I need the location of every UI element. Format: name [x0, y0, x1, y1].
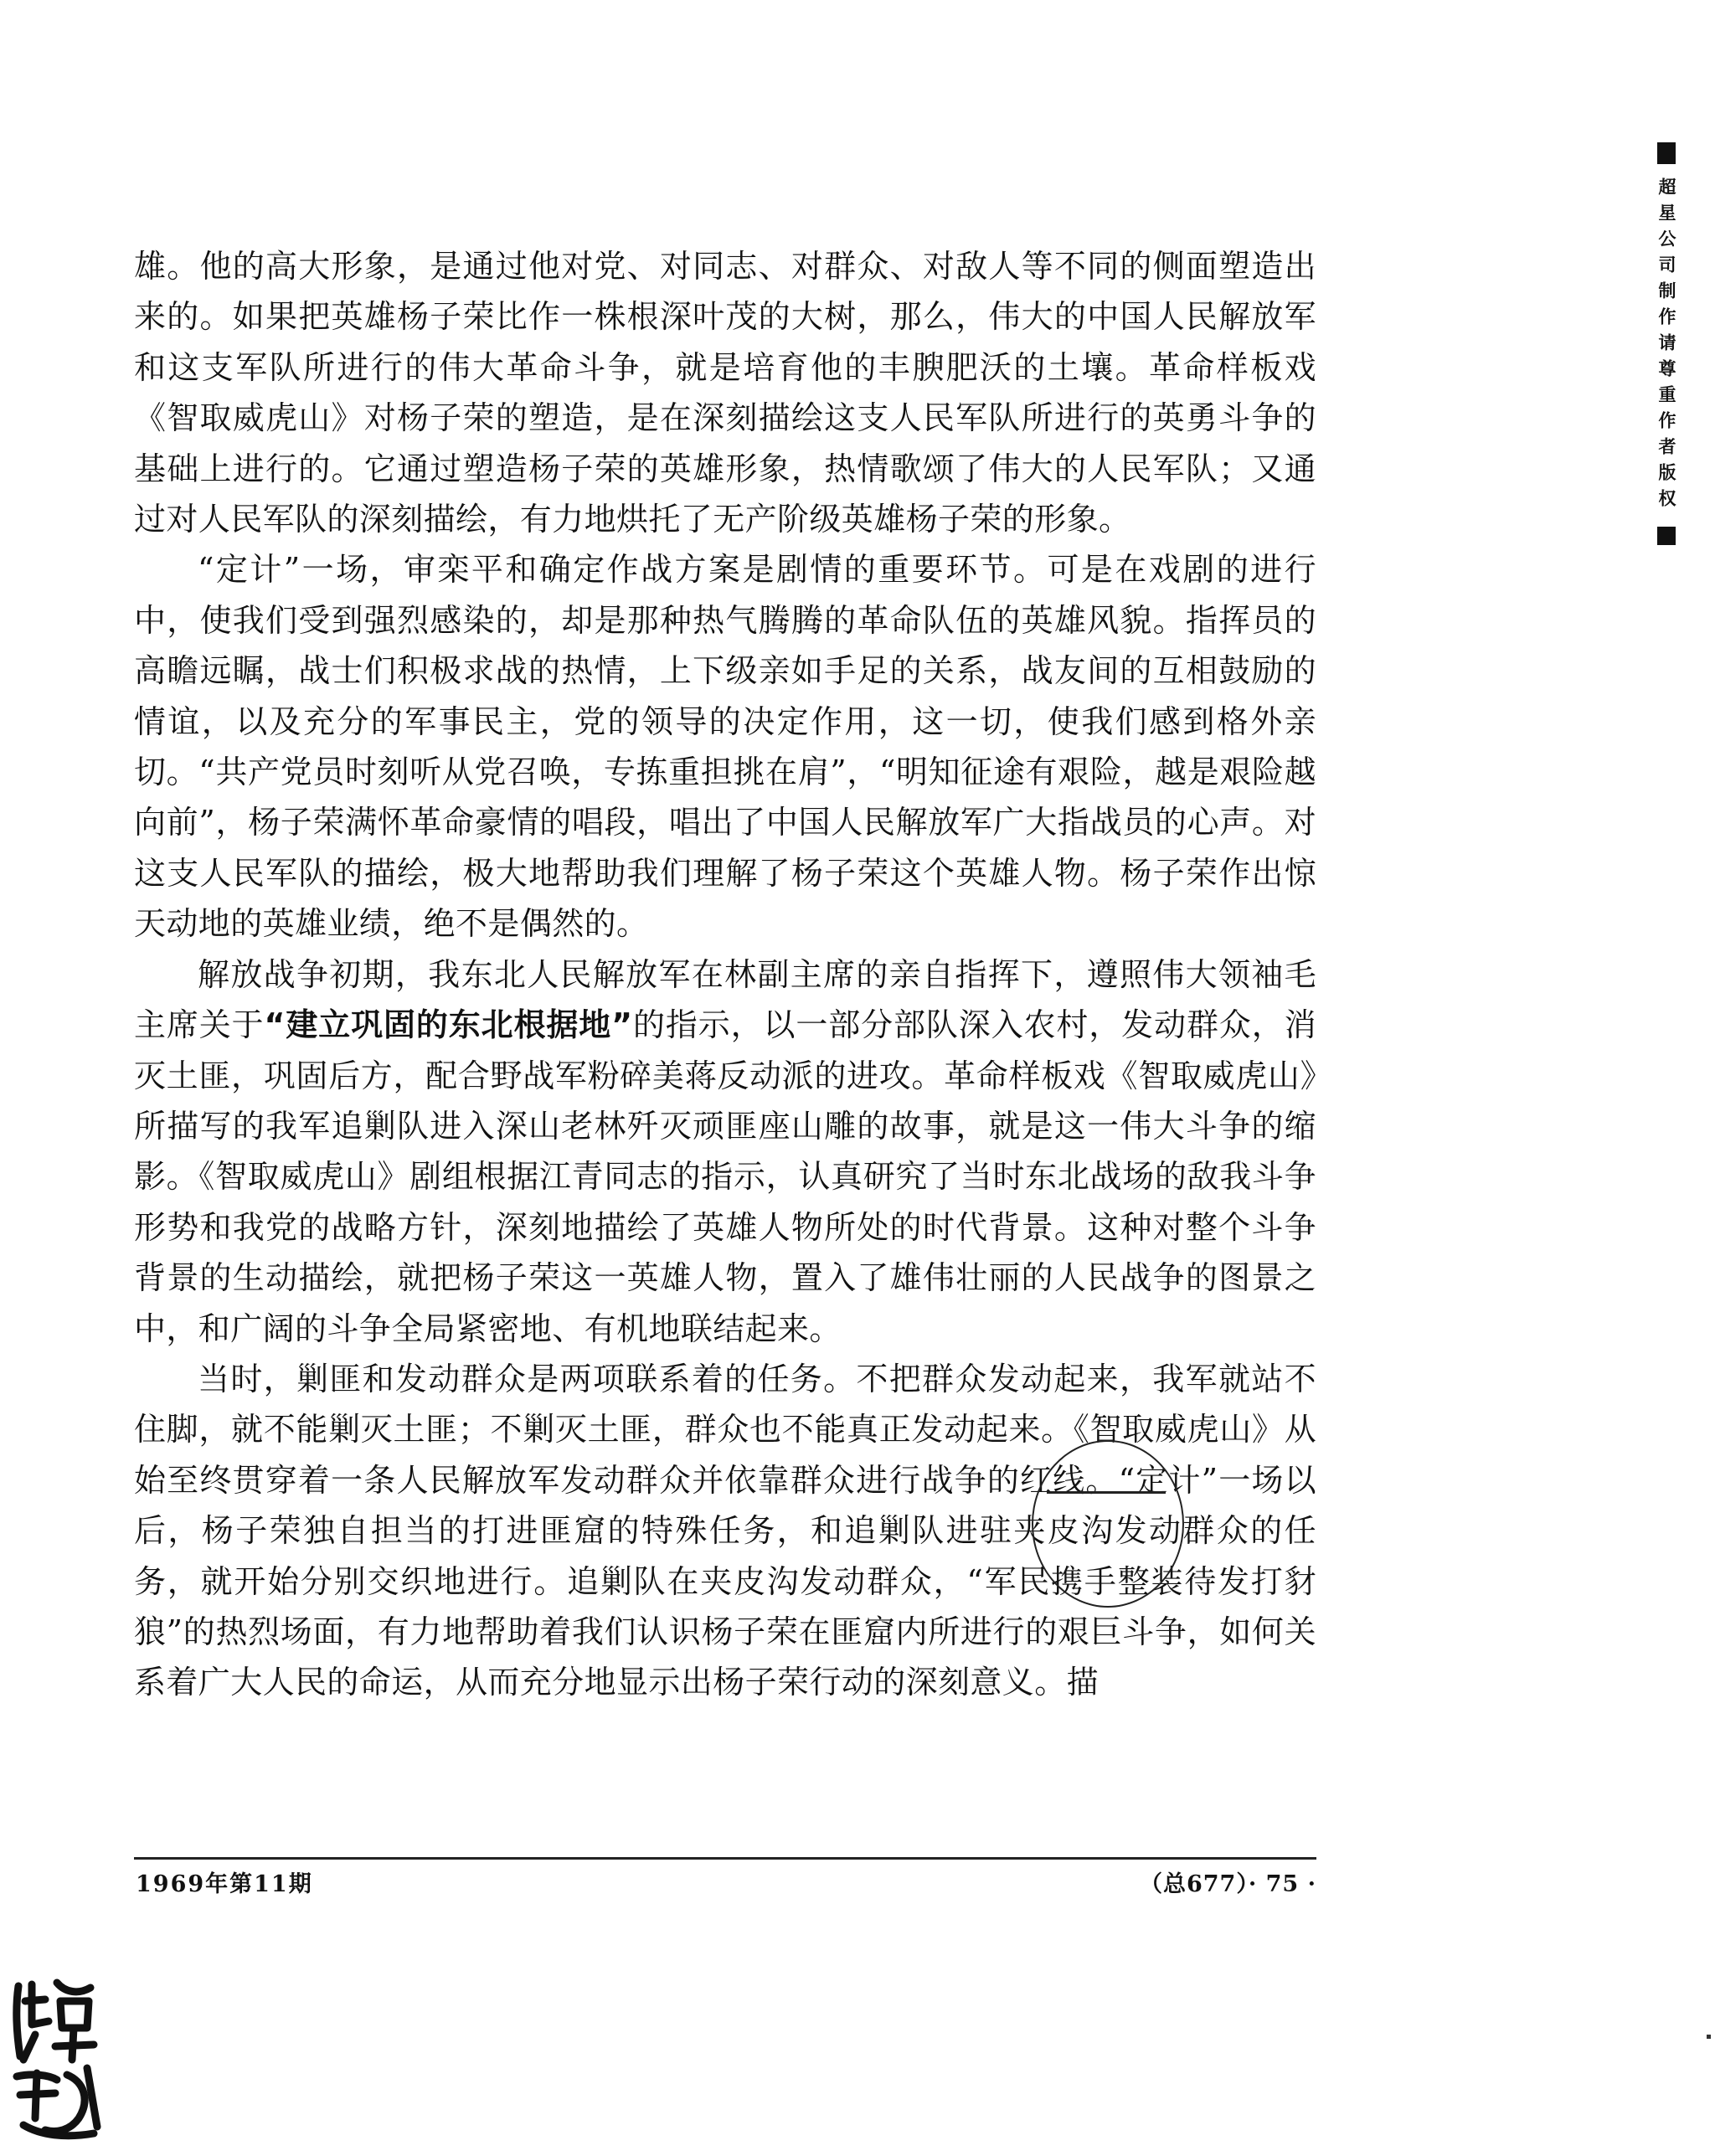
- emphasized-quote: “建立巩固的东北根据地”: [264, 1006, 633, 1044]
- library-seal-stamp: [7, 1976, 107, 2143]
- side-copyright-strip: [1654, 142, 1679, 545]
- side-strip-bottom-bar: [1657, 527, 1676, 545]
- paragraph-3-lead: 解放战争初期，我东北人民解放军在林副主席的亲自指挥下，遵照伟大领袖毛主席关于: [134, 955, 1316, 1044]
- paragraph-1: 雄。他的高大形象，是通过他对党、对同志、对群众、对敌人等不同的侧面塑造出来的。如果把英雄杨子荣比作一株根深叶茂的大树，那么，伟大的中国人民解放军和这支军队所进行的伟大革命斗争，就是培育他的丰腴肥沃的土壤。革命样板戏《智取威虎山》对杨子荣的塑造，是在深刻描绘这支人民军队所进行的英勇斗争的基础上进行的。它通过塑造杨子荣的英雄形象，热情歌颂了伟大的人民军队；又通过对人民军队的深刻描绘，有力地烘托了无产阶级英雄杨子荣的形象。: [134, 248, 1316, 538]
- paragraph-4: 当时，剿匪和发动群众是两项联系着的任务。不把群众发动起来，我军就站不住脚，就不能剿灭土匪；不剿灭土匪，群众也不能真正发动起来。《智取威虎山》从始至终贯穿着一条人民解放军发动群众并依靠群众进行战争的红线。“定计”一场以后，杨子荣独自担当的打进匪窟的特殊任务，和追剿队进驻夹皮沟发动群众的任务，就开始分别交织地进行。追剿队在夹皮沟发动群众，“军民携手整装待发打豺狼”的热烈场面，有力地帮助着我们认识杨子荣在匪窟内所进行的艰巨斗争，如何关系着广大人民的命运，从而充分地显示出杨子荣行动的深刻意义。描: [134, 1360, 1316, 1701]
- handwritten-strike-mark: [1047, 1491, 1166, 1494]
- handwritten-circle-mark: [1032, 1440, 1184, 1608]
- scan-speck: [1707, 2035, 1711, 2039]
- paragraph-3-rest: 的指示，以一部分部队深入农村，发动群众，消灭土匪，巩固后方，配合野战军粉碎美蒋反动派的进攻。革命样板戏《智取威虎山》所描写的我军追剿队进入深山老林歼灭顽匪座山雕的故事，就是这一伟大斗争的缩影。《智取威虎山》剧组根据江青同志的指示，认真研究了当时东北战场的敌我斗争形势和我党的战略方针，深刻地描绘了英雄人物所处的时代背景。这种对整个斗争背景的生动描绘，就把杨子荣这一英雄人物，置入了雄伟壮丽的人民战争的图景之中，和广阔的斗争全局紧密地、有机地联结起来。: [134, 1006, 1316, 1347]
- side-strip-top-bar: [1657, 142, 1676, 164]
- side-copyright-text: 超星公司制作请尊重作者版权: [1656, 178, 1676, 515]
- footer-page-number: （总677）· 75 ·: [1139, 1871, 1316, 1897]
- paragraph-3: [134, 949, 1316, 1354]
- footer-rule: [134, 1857, 1316, 1860]
- footer-issue: 1969年第11期: [136, 1871, 313, 1897]
- paragraph-2: “定计”一场，审栾平和确定作战方案是剧情的重要环节。可是在戏剧的进行中，使我们受到强烈感染的，却是那种热气腾腾的革命队伍的英雄风貌。指挥员的高瞻远瞩，战士们积极求战的热情，上下级亲如手足的关系，战友间的互相鼓励的情谊，以及充分的军事民主，党的领导的决定作用，这一切，使我们感到格外亲切。“共产党员时刻听从党召唤，专拣重担挑在肩”，“明知征途有艰险，越是艰险越向前”，杨子荣满怀革命豪情的唱段，唱出了中国人民解放军广大指战员的心声。对这支人民军队的描绘，极大地帮助我们理解了杨子荣这个英雄人物。杨子荣作出惊天动地的英雄业绩，绝不是偶然的。: [134, 551, 1316, 943]
